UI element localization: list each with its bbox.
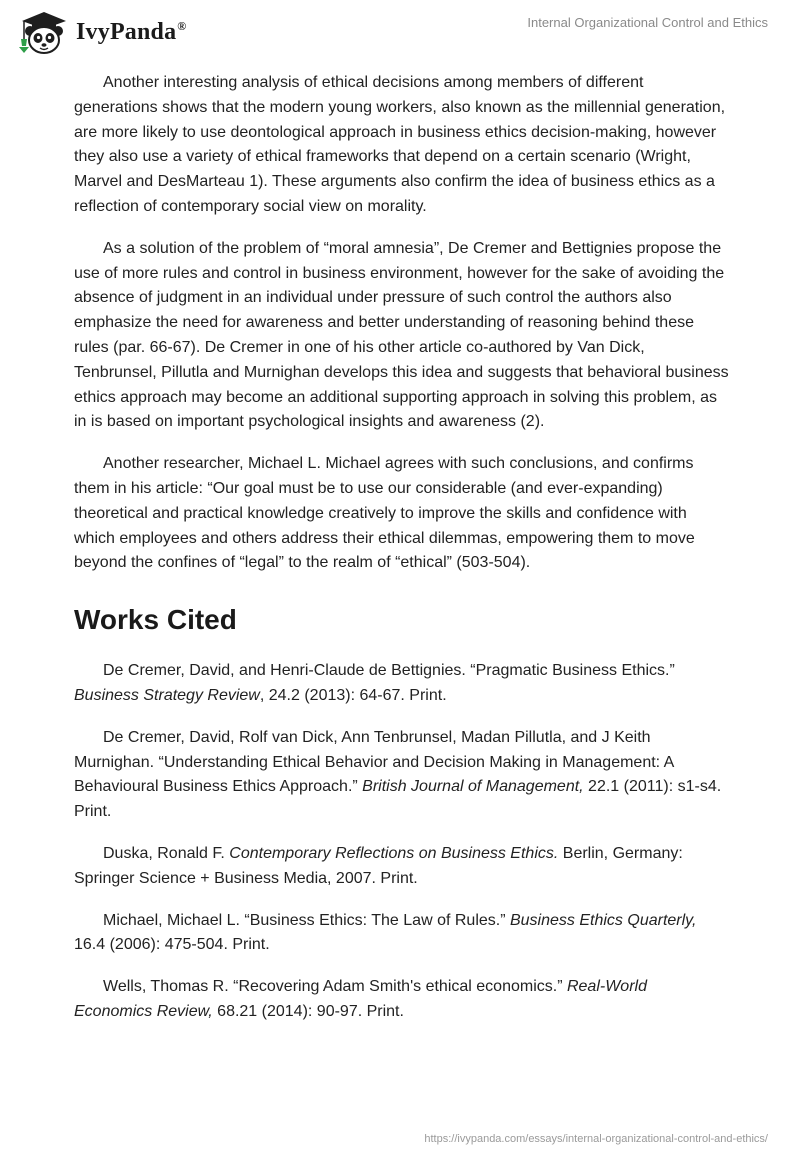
source-url[interactable]: https://ivypanda.com/essays/internal-organizational-control-and-ethics/ (424, 1133, 768, 1145)
ivypanda-logo[interactable] (14, 9, 186, 55)
body-paragraph: Another researcher, Michael L. Michael agrees with such conclusions, and confirms them in his article: “Our goal must be to use our considerable (and ever-expanding) theoretical and practical knowledge creatively to improve the skills and confidence with which employees and others address their ethical dilemmas, empowering them to move beyond the confines of “legal” to the realm of “ethical” (503-504). (74, 455, 695, 572)
running-title: Internal Organizational Control and Ethics (527, 15, 768, 30)
works-cited-heading: Works Cited (74, 604, 237, 636)
citation-entry: De Cremer, David, and Henri-Claude de Bettignies. “Pragmatic Business Ethics.” Business Strategy Review, 24.2 (2013): 64-67. Print. (74, 662, 675, 704)
citation-entry: De Cremer, David, Rolf van Dick, Ann Tenbrunsel, Madan Pillutla, and J Keith Murnighan. “Understanding Ethical Behavior and Decision Making in Management: A Behavioural Business Ethics Approach.” British Journal of Management, 22.1 (2011): s1-s4. Print. (74, 728, 722, 821)
citation-entry: Duska, Ronald F. Contemporary Reflections on Business Ethics. Berlin, Germany: Springer Science + Business Media, 2007. Print. (74, 844, 683, 887)
works-cited-heading-wrap (74, 589, 729, 651)
citation-entry: Michael, Michael L. “Business Ethics: The Law of Rules.” Business Ethics Quarterly, 16.4 (2006): 475-504. Print. (74, 911, 697, 954)
works-cited-list (74, 659, 729, 1025)
citation-entry: Wells, Thomas R. “Recovering Adam Smith's ethical economics.” Real-World Economics Review, 68.21 (2014): 90-97. Print. (74, 978, 647, 1020)
brand-name: IvyPanda® (76, 18, 187, 45)
essay-content (74, 71, 729, 1042)
panda-graduate-icon (14, 9, 70, 55)
body-paragraph: Another interesting analysis of ethical decisions among members of different generations shows that the modern young workers, also known as the millennial generation, are more likely to use deontological approach in business ethics decision-making, however they also use a variety of ethical frameworks that depend on a certain scenario (Wright, Marvel and DesMarteau 1). These arguments also confirm the idea of business ethics as a reflection of contemporary social view on morality. (74, 74, 726, 215)
page-header (0, 0, 800, 60)
body-paragraph: As a solution of the problem of “moral amnesia”, De Cremer and Bettignies propose the use of more rules and control in business environment, however for the sake of avoiding the absence of judgment in an individual under pressure of such control the authors also emphasize the need for awareness and better understanding of reasoning behind these rules (par. 66-67). De Cremer in one of his other article co-authored by Van Dick, Tenbrunsel, Pillutla and Murnighan develops this idea and suggests that behavioral business ethics approach may become an additional supporting approach in solving this problem, as in is based on important psychological insights and awareness (2). (74, 239, 729, 431)
